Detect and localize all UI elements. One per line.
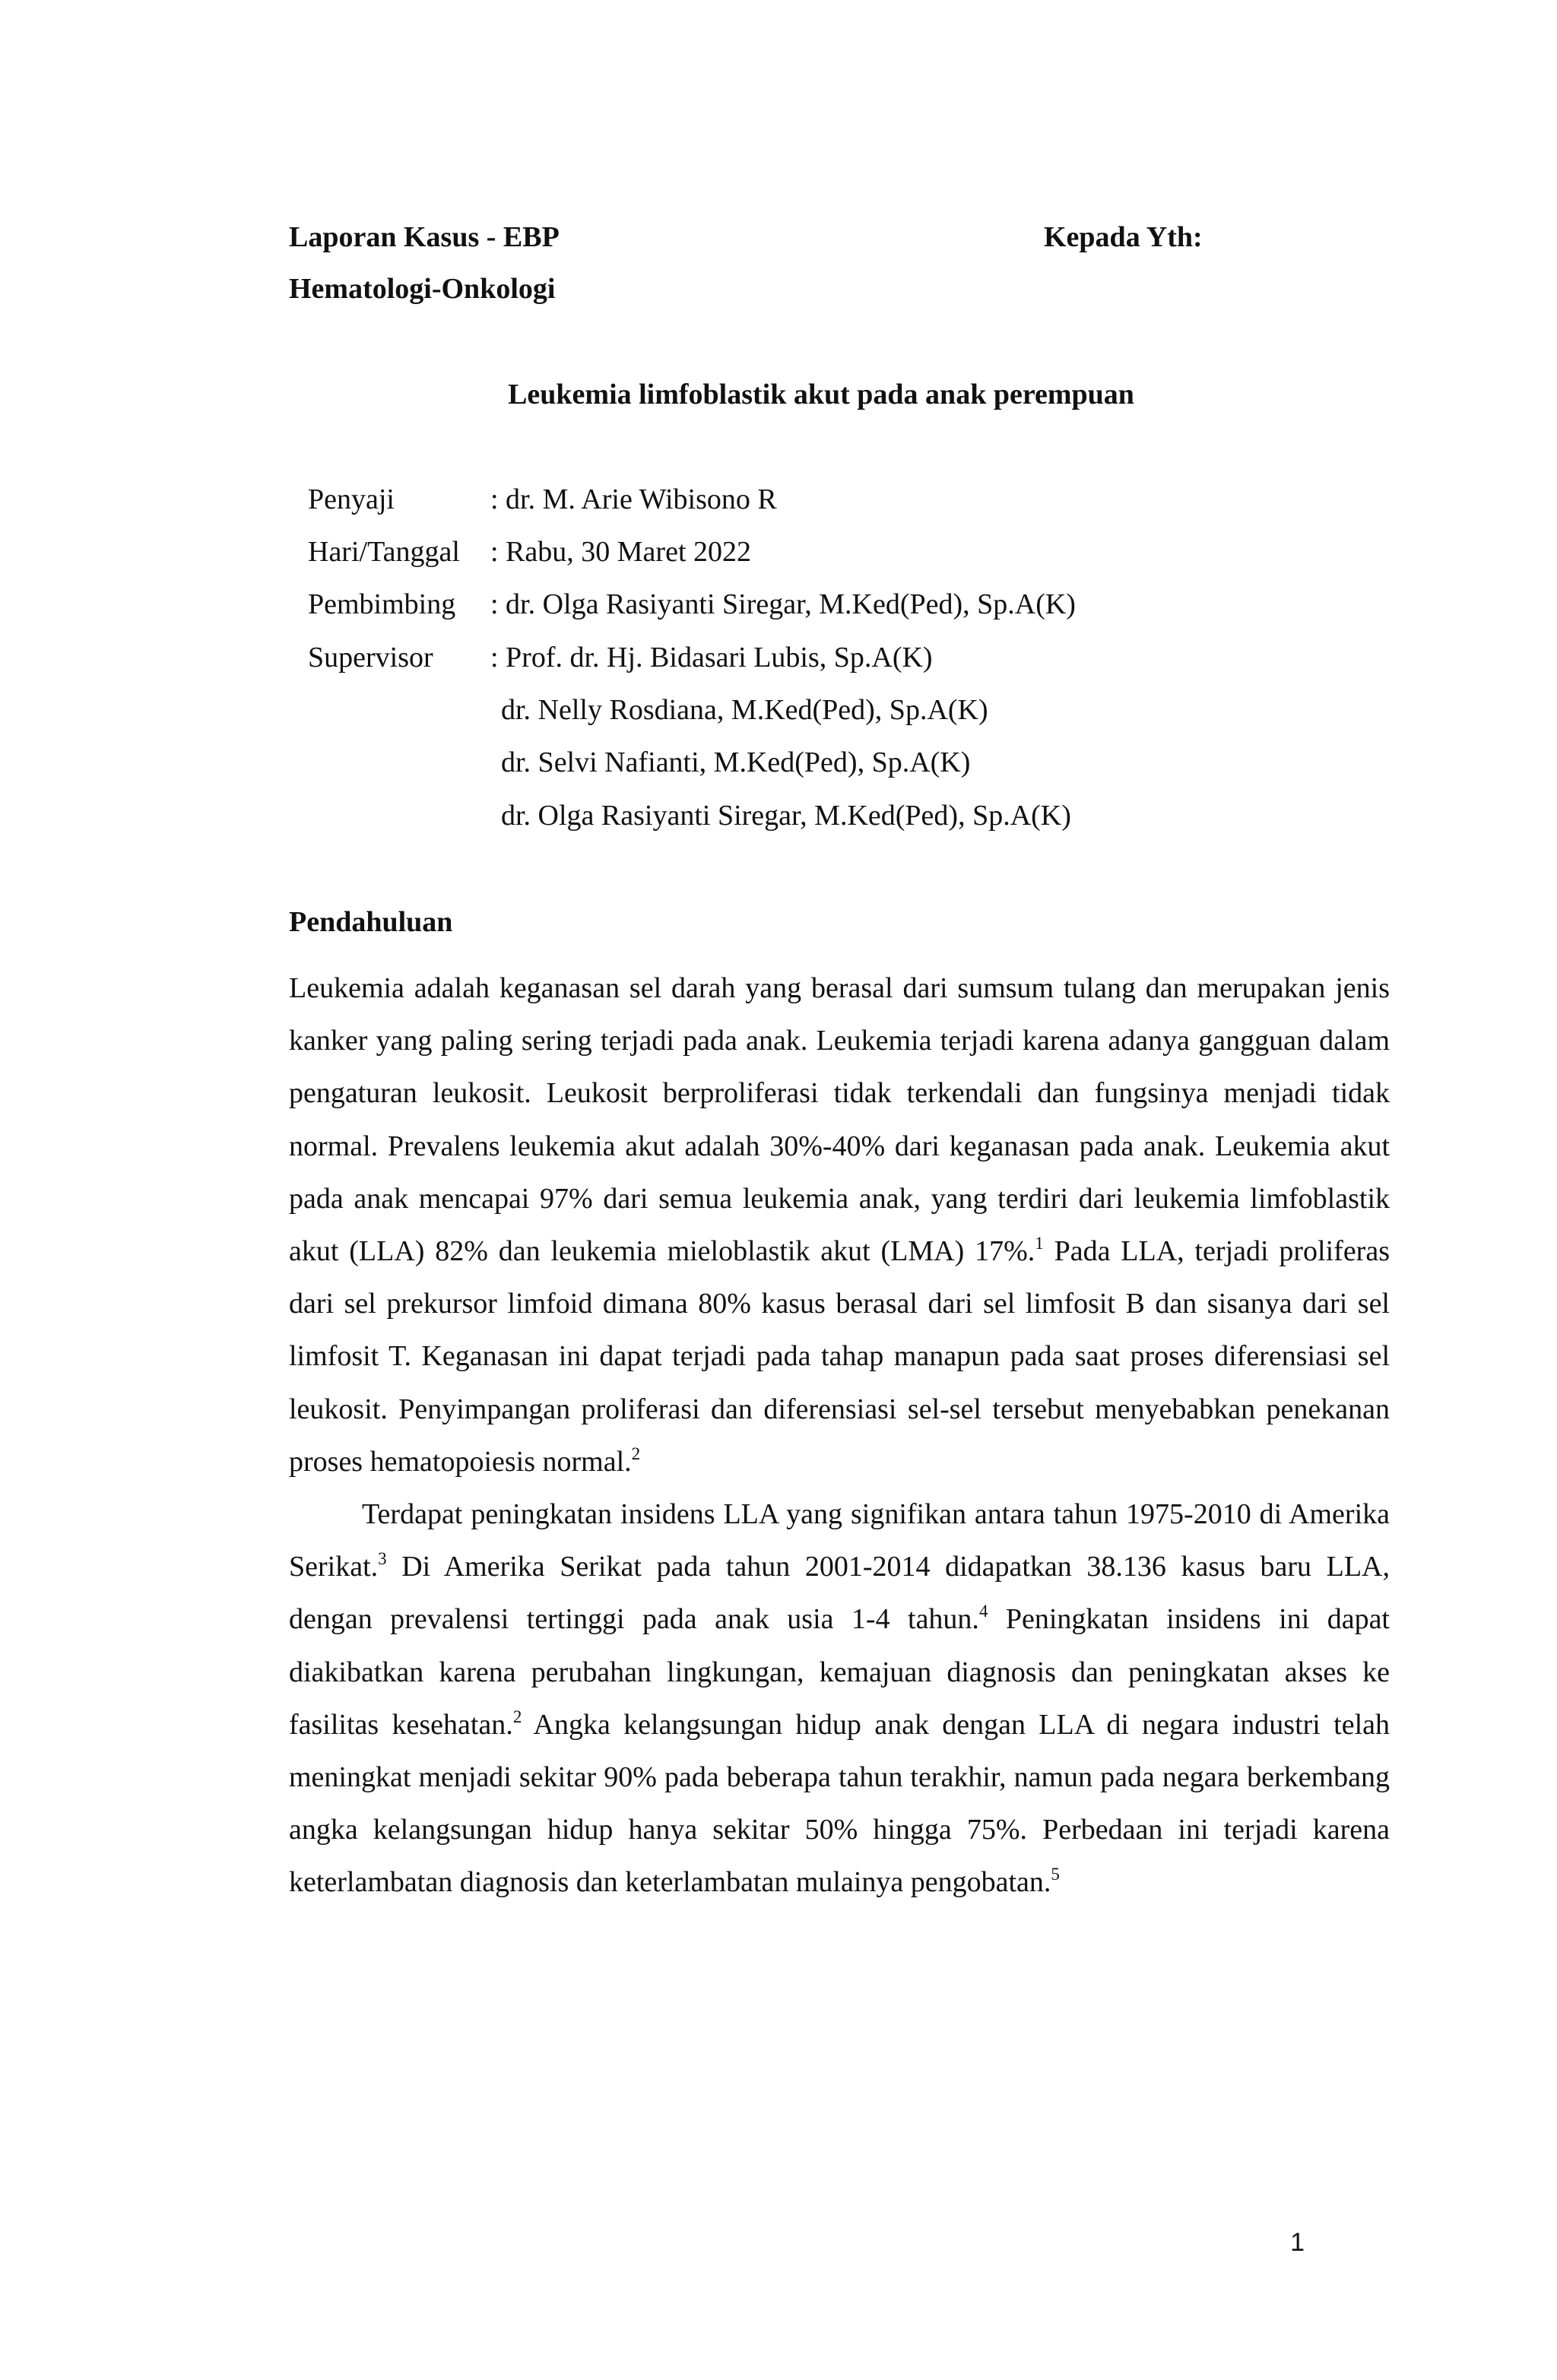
- paragraph-text: Terdapat peningkatan insidens LLA yang signifikan antara tahun 1975-2010 di Amerika Serikat.: [289, 1498, 1390, 1583]
- presenter-label: Penyaji: [308, 483, 395, 515]
- paragraph-text: Di Amerika Serikat pada tahun 2001-2014 didapatkan 38.136 kasus baru LLA, dengan prevalensi tertinggi pada anak usia 1-4 tahun.: [289, 1551, 1390, 1636]
- supervisor-1: : Prof. dr. Hj. Bidasari Lubis, Sp.A(K): [490, 642, 933, 673]
- supervisor-2: dr. Nelly Rosdiana, M.Ked(Ped), Sp.A(K): [501, 694, 988, 726]
- document-title: Leukemia limfoblastik akut pada anak perempuan: [508, 379, 1134, 410]
- intro-paragraph-2: [289, 1488, 1390, 1909]
- presenter-value: : dr. M. Arie Wibisono R: [490, 483, 777, 515]
- reference-marker: 4: [978, 1602, 988, 1621]
- supervisor-label: Supervisor: [308, 642, 433, 673]
- paragraph-text: Leukemia adalah keganasan sel darah yang berasal dari sumsum tulang dan merupakan jenis kanker yang paling sering terjadi pada anak. Leukemia terjadi karena adanya gangguan dalam pengaturan leukosit. Leukosit berproliferasi tidak terkendali dan fungsinya menjadi tidak normal. Prevalens leukemia akut adalah 30%-40% dari keganasan pada anak. Leukemia akut pada anak mencapai 97% dari semua leukemia anak, yang terdiri dari leukemia limfoblastik akut (LLA) 82% dan leukemia mieloblastik akut (LMA) 17%.: [289, 972, 1390, 1268]
- date-label: Hari/Tanggal: [308, 536, 460, 568]
- page-number: 1: [1290, 2228, 1305, 2257]
- paragraph-text: Peningkatan insidens ini dapat diakibatkan karena perubahan lingkungan, kemajuan diagnosis dan peningkatan akses ke fasilitas kesehatan.: [289, 1603, 1390, 1741]
- paragraph-text: Angka kelangsungan hidup anak dengan LLA di negara industri telah meningkat menjadi sekitar 90% pada beberapa tahun terakhir, namun pada negara berkembang angka kelangsungan hidup hanya sekitar 50% hingga 75%. Perbedaan ini terjadi karena keterlambatan diagnosis dan keterlambatan mulainya pengobatan.: [289, 1708, 1390, 1899]
- addressee-label: Kepada Yth:: [1044, 221, 1203, 253]
- reference-marker: 2: [512, 1707, 522, 1726]
- intro-paragraph-1: [289, 962, 1390, 1488]
- advisor-value: : dr. Olga Rasiyanti Siregar, M.Ked(Ped), Sp.A(K): [490, 588, 1076, 620]
- reference-marker: 2: [631, 1444, 641, 1463]
- section-heading: Pendahuluan: [289, 906, 453, 938]
- department-name: Hematologi-Onkologi: [289, 273, 556, 305]
- reference-marker: 1: [1035, 1234, 1044, 1253]
- paragraph-text: Pada LLA, terjadi proliferas dari sel prekursor limfoid dimana 80% kasus berasal dari sel limfosit B dan sisanya dari sel limfosit T. Keganasan ini dapat terjadi pada tahap manapun pada saat proses diferensiasi sel leukosit. Penyimpangan proliferasi dan diferensiasi sel-sel tersebut menyebabkan penekanan proses hematopoiesis normal.: [289, 1235, 1390, 1478]
- supervisor-3: dr. Selvi Nafianti, M.Ked(Ped), Sp.A(K): [501, 746, 971, 778]
- reference-marker: 5: [1051, 1865, 1060, 1884]
- reference-marker: 3: [378, 1549, 387, 1569]
- supervisor-4: dr. Olga Rasiyanti Siregar, M.Ked(Ped), Sp.A(K): [501, 800, 1071, 832]
- report-type: Laporan Kasus - EBP: [289, 221, 560, 253]
- advisor-label: Pembimbing: [308, 588, 456, 620]
- date-value: : Rabu, 30 Maret 2022: [490, 536, 752, 568]
